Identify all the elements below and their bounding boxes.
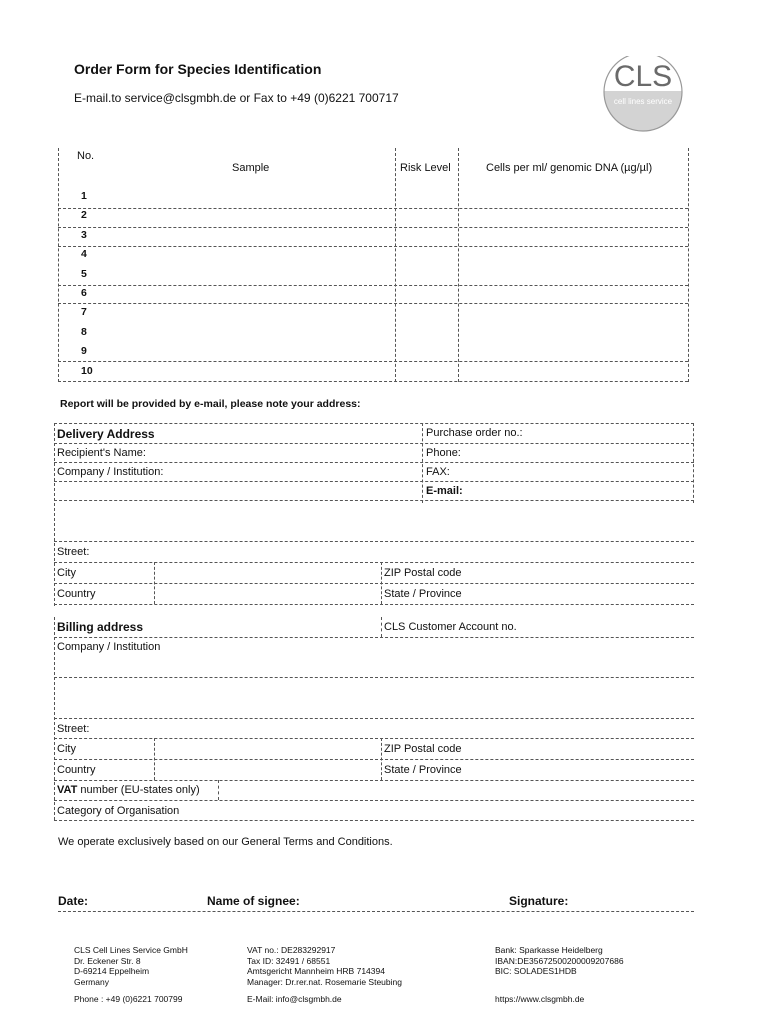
row-number: 2	[81, 209, 87, 221]
zip-label: ZIP Postal code	[384, 743, 462, 755]
table-border-right	[688, 148, 689, 382]
phone-label: Phone:	[426, 447, 461, 459]
divider	[54, 820, 694, 821]
divider	[54, 738, 694, 739]
divider	[54, 481, 694, 482]
state-label: State / Province	[384, 588, 462, 600]
table-row-divider	[58, 361, 688, 362]
row-number: 7	[81, 306, 87, 318]
customer-account-label: CLS Customer Account no.	[384, 621, 517, 633]
footer-line: Tax ID: 32491 / 68551	[247, 955, 331, 966]
page-title: Order Form for Species Identification	[74, 61, 322, 77]
table-border-left	[58, 148, 59, 382]
billing-address-heading: Billing address	[57, 620, 144, 634]
row-number: 5	[81, 268, 87, 280]
divider	[54, 583, 694, 584]
logo-text: CLS	[613, 60, 673, 93]
country-label: Country	[57, 588, 96, 600]
section-border-left	[54, 423, 55, 606]
table-row-divider	[58, 303, 688, 304]
footer-email[interactable]: E-Mail: info@clsgmbh.de	[247, 994, 342, 1004]
vat-rest: number (EU-states only)	[77, 784, 200, 796]
delivery-address-heading: Delivery Address	[57, 427, 155, 441]
footer-line: D-69214 Eppelheim	[74, 966, 150, 976]
city-label: City	[57, 743, 76, 755]
purchase-order-label: Purchase order no.:	[426, 427, 523, 439]
country-label: Country	[57, 764, 96, 776]
divider	[54, 462, 694, 463]
divider	[54, 780, 694, 781]
footer-line: BIC: SOLADES1HDB	[495, 966, 577, 976]
fax-label: FAX:	[426, 466, 450, 478]
table-row-divider	[58, 285, 688, 286]
divider	[54, 637, 694, 638]
footer-line: Dr. Eckener Str. 8	[74, 955, 141, 966]
column-header-no: No.	[77, 150, 95, 162]
signature-label: Signature:	[509, 894, 569, 908]
vat-bold: VAT	[57, 784, 78, 796]
divider	[54, 800, 694, 801]
footer-line: VAT no.: DE283292917	[247, 945, 336, 955]
category-label: Category of Organisation	[57, 805, 180, 817]
table-bottom-border	[58, 381, 688, 382]
table-row-divider	[58, 227, 688, 228]
table-divider	[395, 148, 396, 382]
footer-website[interactable]: https://www.clsgmbh.de	[495, 994, 585, 1004]
footer-company	[74, 945, 188, 987]
divider	[54, 677, 694, 678]
section-border-right	[693, 423, 694, 503]
recipient-name-label: Recipient's Name:	[57, 447, 146, 459]
row-number: 3	[81, 229, 87, 241]
divider	[54, 541, 694, 542]
column-divider	[218, 780, 219, 800]
column-header-cells: Cells per ml/ genomic DNA (µg/µl)	[486, 162, 653, 174]
row-number: 9	[81, 345, 87, 357]
email-label: E-mail:	[426, 485, 463, 497]
footer-line: Amtsgericht Mannheim HRB 714394	[247, 966, 385, 976]
street-label: Street:	[57, 723, 90, 735]
signee-label: Name of signee:	[207, 894, 300, 908]
footer-phone: Phone : +49 (0)6221 700799	[74, 994, 183, 1004]
company-label: Company / Institution	[57, 641, 161, 653]
city-label: City	[57, 567, 76, 579]
street-label: Street:	[57, 546, 90, 558]
footer-line: CLS Cell Lines Service GmbH	[74, 945, 188, 955]
divider	[54, 718, 694, 719]
table-row-divider	[58, 208, 688, 209]
contact-line: E-mail.to service@clsgmbh.de or Fax to +49 (0)6221 700717	[74, 91, 399, 105]
vat-number-label	[57, 784, 200, 796]
footer-bank	[495, 945, 624, 977]
footer-line: Bank: Sparkasse Heidelberg	[495, 945, 603, 955]
column-header-risk-level: Risk Level	[400, 162, 451, 174]
signature-line	[58, 911, 694, 912]
divider	[54, 562, 694, 563]
row-number: 1	[81, 190, 87, 202]
footer-legal	[247, 945, 402, 987]
column-divider	[381, 617, 382, 637]
report-note: Report will be provided by e-mail, please note your address:	[60, 398, 361, 410]
date-label: Date:	[58, 894, 89, 908]
divider	[54, 423, 694, 424]
company-label: Company / Institution:	[57, 466, 164, 478]
row-number: 4	[81, 248, 87, 260]
footer-line: Germany	[74, 976, 109, 987]
table-divider	[458, 148, 459, 382]
cls-logo	[597, 56, 689, 132]
divider	[54, 500, 694, 501]
state-label: State / Province	[384, 764, 462, 776]
terms-note: We operate exclusively based on our General Terms and Conditions.	[58, 836, 393, 848]
footer-line: Manager: Dr.rer.nat. Rosemarie Steubing	[247, 976, 402, 987]
footer-line: IBAN:DE35672500200009207686	[495, 955, 624, 966]
row-number: 8	[81, 326, 87, 338]
divider	[54, 759, 694, 760]
divider	[54, 604, 694, 605]
table-row-divider	[58, 246, 688, 247]
column-header-sample: Sample	[232, 162, 270, 174]
zip-label: ZIP Postal code	[384, 567, 462, 579]
row-number: 10	[81, 365, 93, 377]
divider	[54, 443, 694, 444]
row-number: 6	[81, 287, 87, 299]
logo-tagline: cell lines service	[613, 97, 673, 106]
column-divider	[422, 423, 423, 503]
